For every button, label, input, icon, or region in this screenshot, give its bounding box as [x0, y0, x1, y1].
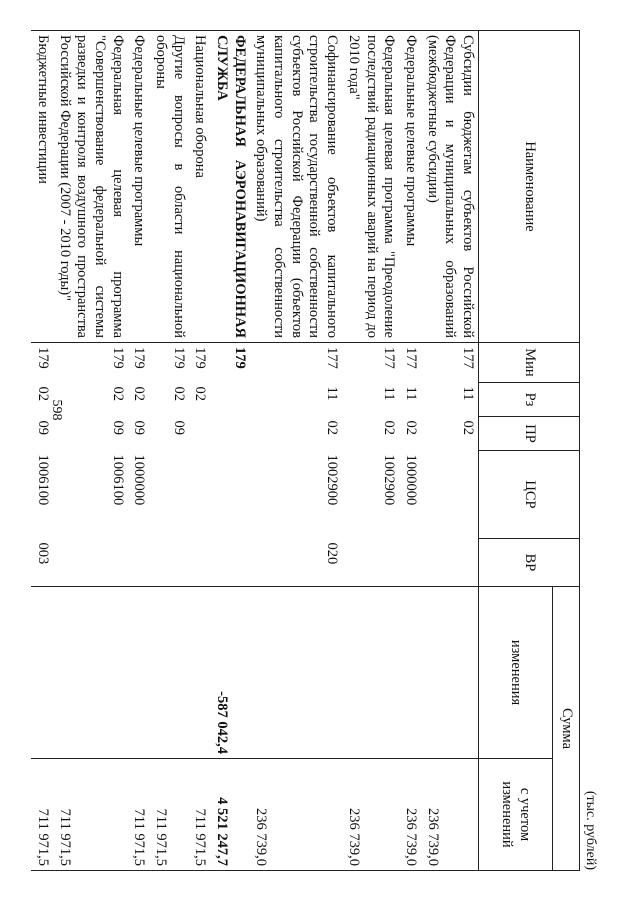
row-rz: 11	[381, 386, 398, 401]
row-csr: 1000000	[402, 454, 419, 506]
row-change	[128, 587, 150, 759]
row-vr	[53, 539, 128, 587]
row-name: Федеральная целевая программа "Совершенствование федеральной системы разведки и контроля воздушного пространства Российской Федерации (2007 - 2010 годы)"	[53, 31, 128, 343]
row-vr	[421, 539, 479, 587]
table-row	[128, 31, 150, 871]
table-row	[421, 31, 479, 871]
row-name: Федеральные целевые программы	[128, 31, 150, 343]
row-total: 4 521 247,7	[210, 759, 249, 871]
row-name: ФЕДЕРАЛЬНАЯ АЭРОНАВИГАЦИОННАЯ СЛУЖБА	[210, 31, 249, 343]
header-change: изменения	[479, 587, 553, 759]
row-csr	[421, 451, 479, 539]
row-min: 177	[342, 343, 399, 383]
row-pr	[210, 417, 249, 451]
row-rz: 02	[34, 386, 51, 401]
row-rz: 11	[402, 386, 419, 401]
header-name: Наименование	[479, 31, 580, 343]
header-csr: ЦСР	[479, 451, 580, 539]
row-change	[31, 587, 53, 759]
row-vr: 003	[34, 542, 51, 565]
header-rz: Рз	[479, 383, 580, 417]
row-rz: 02	[109, 386, 126, 401]
row-csr: 1000000	[131, 454, 148, 506]
row-total: 236 739,0	[342, 759, 399, 871]
row-rz: 11	[460, 386, 476, 401]
table-row	[210, 31, 249, 871]
row-total: 236 739,0	[421, 759, 479, 871]
row-vr	[399, 539, 421, 587]
row-total: 236 739,0	[250, 759, 342, 871]
table-row	[53, 31, 128, 871]
row-csr	[189, 451, 211, 539]
row-pr: 02	[324, 420, 341, 435]
row-vr	[128, 539, 150, 587]
row-csr: 1006100	[34, 454, 51, 506]
row-name: Субсидии бюджетам субъектов Российской Федерации и муниципальных образований (межбюджетные субсидии)	[421, 31, 479, 343]
table-row	[399, 31, 421, 871]
row-vr	[189, 539, 211, 587]
row-csr	[149, 451, 188, 539]
table-row	[149, 31, 188, 871]
row-min: 177	[399, 343, 421, 383]
row-pr: 09	[34, 420, 51, 435]
row-min: 177	[250, 343, 342, 383]
row-change: -587 042,4	[210, 587, 249, 759]
row-vr	[342, 539, 399, 587]
header-sum: Сумма	[553, 587, 580, 871]
row-total: 711 971,5	[31, 759, 53, 871]
row-total: 711 971,5	[189, 759, 211, 871]
row-change	[342, 587, 399, 759]
row-change	[149, 587, 188, 759]
row-min: 179	[53, 343, 128, 383]
row-min: 179	[31, 343, 53, 383]
row-min: 179	[128, 343, 150, 383]
page-number: 598	[49, 399, 64, 421]
row-name: Бюджетные инвестиции	[31, 31, 53, 343]
row-pr: 09	[109, 420, 126, 435]
row-change	[250, 587, 342, 759]
row-pr: 02	[381, 420, 398, 435]
row-total: 711 971,5	[53, 759, 128, 871]
row-name: Федеральные целевые программы	[399, 31, 421, 343]
row-min: 179	[210, 343, 249, 383]
header-vr: ВР	[479, 539, 580, 587]
table-row	[189, 31, 211, 871]
row-change	[421, 587, 479, 759]
row-csr: 1002900	[324, 454, 341, 506]
row-min: 177	[421, 343, 479, 383]
header-min: Мин	[479, 343, 580, 383]
row-csr: 1006100	[109, 454, 126, 506]
row-name: Национальная оборона	[189, 31, 211, 343]
row-csr	[210, 451, 249, 539]
row-min: 179	[149, 343, 188, 383]
row-rz: 02	[170, 386, 187, 401]
row-pr: 02	[460, 420, 476, 435]
row-pr: 09	[170, 420, 187, 435]
table-body	[31, 31, 478, 871]
row-change	[53, 587, 128, 759]
row-rz	[210, 383, 249, 417]
row-min: 179	[189, 343, 211, 383]
header-with-changes: с учетом изменений	[479, 759, 553, 871]
row-name: Софинансирование объектов капитального строительства государственной собственности субъектов Российской Федерации (объектов капитального строительства собственности муниципальных образований)	[250, 31, 342, 343]
table-header	[479, 31, 580, 871]
row-rz: 11	[324, 386, 341, 401]
row-pr: 02	[402, 420, 419, 435]
row-change	[399, 587, 421, 759]
row-pr: 09	[131, 420, 148, 435]
row-name: Другие вопросы в области национальной обороны	[149, 31, 188, 343]
budget-table	[31, 30, 580, 871]
row-rz: 02	[131, 386, 148, 401]
row-pr	[189, 417, 211, 451]
table-row	[342, 31, 399, 871]
row-vr: 020	[324, 542, 341, 565]
row-total: 236 739,0	[399, 759, 421, 871]
table-row	[250, 31, 342, 871]
row-change	[189, 587, 211, 759]
units-note: (тыс. рублей)	[583, 790, 598, 870]
row-csr: 1002900	[381, 454, 398, 506]
row-total: 711 971,5	[149, 759, 188, 871]
row-name: Федеральная целевая программа "Преодоление последствий радиационных аварий на период до 2010 года"	[342, 31, 399, 343]
row-rz: 02	[192, 386, 209, 401]
row-vr	[210, 539, 249, 587]
header-pr: ПР	[479, 417, 580, 451]
row-total: 711 971,5	[128, 759, 150, 871]
table-row	[31, 31, 53, 871]
row-vr	[149, 539, 188, 587]
